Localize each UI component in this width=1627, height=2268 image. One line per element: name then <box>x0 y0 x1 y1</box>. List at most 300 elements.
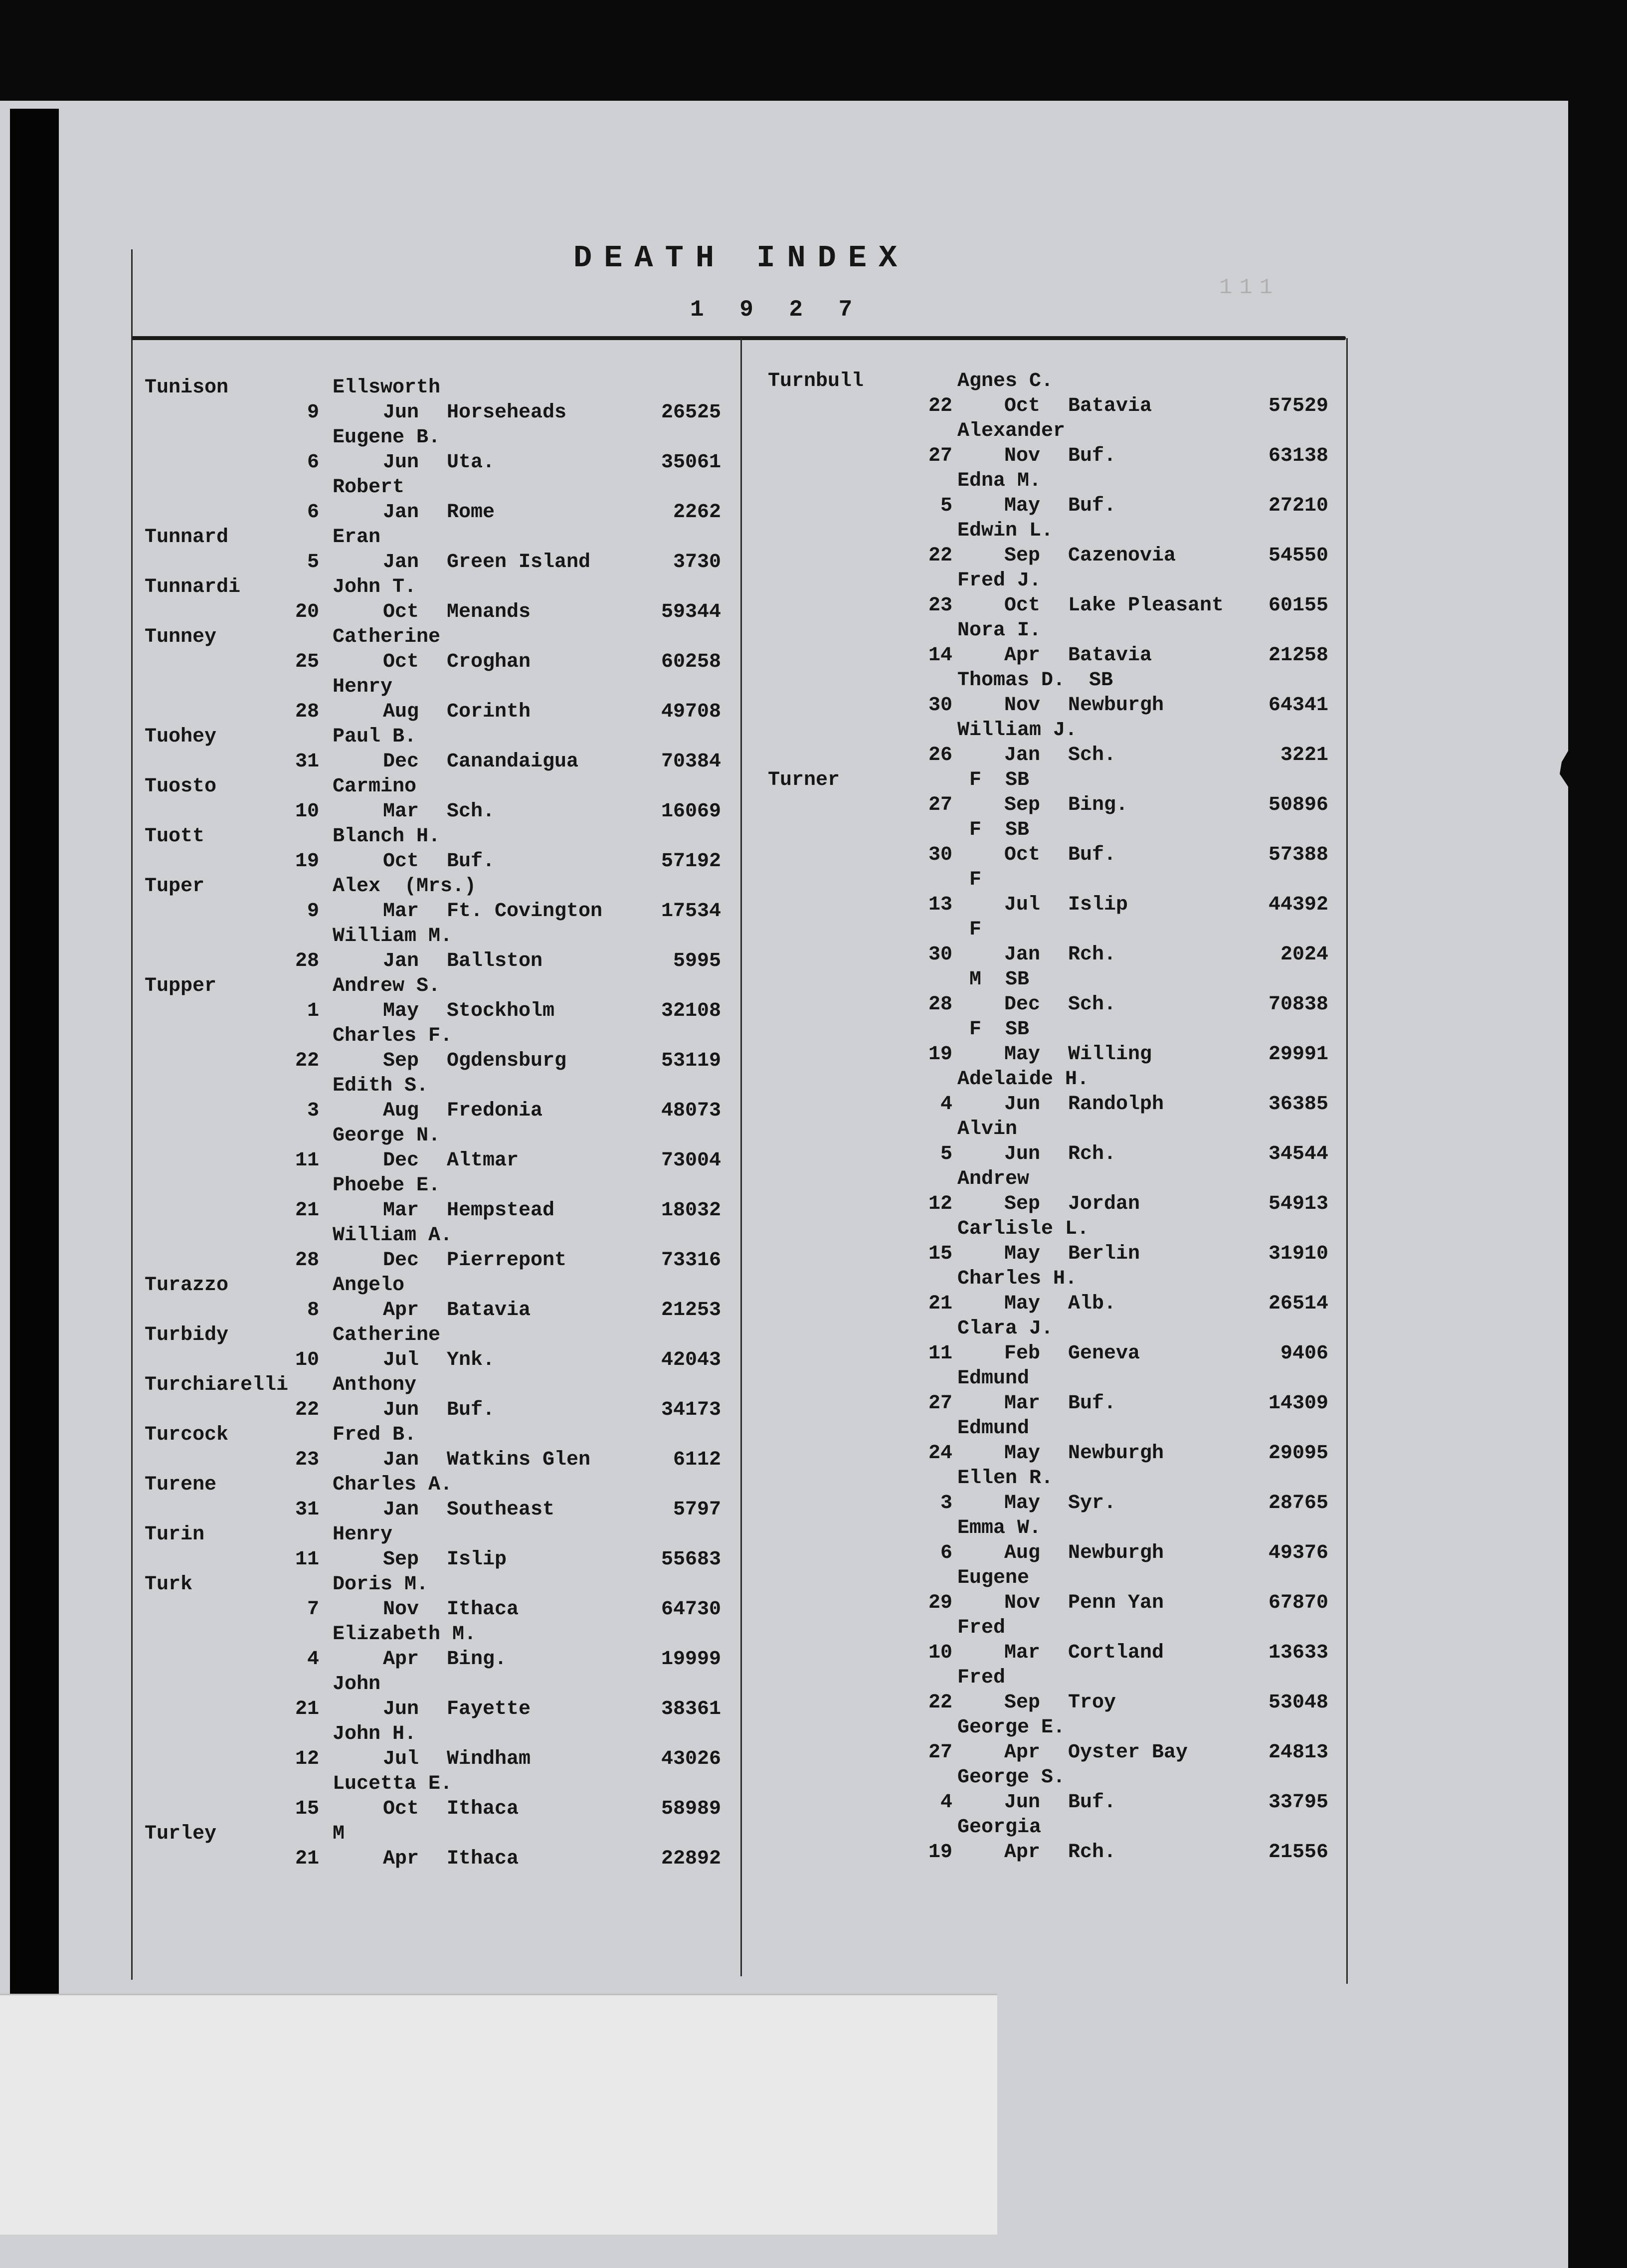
death-month: Mar <box>1004 1642 1041 1664</box>
index-entry-name-line <box>768 818 1366 843</box>
given-name: Clara J. <box>957 1318 1054 1340</box>
index-entry-name-line <box>145 1722 743 1747</box>
death-place: Rome <box>447 501 495 524</box>
index-entry-detail-line <box>768 544 1366 568</box>
death-place: Horseheads <box>447 401 567 424</box>
given-name: George S. <box>957 1766 1066 1789</box>
given-name: Edwin L. <box>957 520 1054 542</box>
surname: Turchiarelli <box>145 1374 289 1396</box>
given-name: Paul B. <box>333 726 417 748</box>
given-name: Ellsworth <box>333 377 441 399</box>
given-name: Edmund <box>957 1417 1030 1440</box>
certificate-number: 59344 <box>661 601 721 623</box>
index-entry-detail-line <box>145 550 743 575</box>
index-entry-name-line <box>768 768 1366 793</box>
death-day: 28 <box>295 701 319 723</box>
given-name: Eugene B. <box>333 426 441 449</box>
death-month: May <box>1004 1293 1041 1315</box>
death-month: Feb <box>1004 1342 1041 1365</box>
death-place: Willing <box>1068 1043 1152 1066</box>
death-place: Corinth <box>447 701 531 723</box>
certificate-number: 16069 <box>661 800 721 823</box>
given-name: M <box>333 1823 345 1845</box>
death-day: 10 <box>295 800 319 823</box>
death-place: Uta. <box>447 451 495 474</box>
death-day: 21 <box>295 1199 319 1222</box>
given-name: F <box>957 919 982 941</box>
surname: Tunnard <box>145 526 229 549</box>
index-entry-name-line <box>145 625 743 650</box>
index-entry-detail-line <box>145 849 743 874</box>
index-entry-detail-line <box>768 1242 1366 1267</box>
index-entry-detail-line <box>145 999 743 1024</box>
death-place: Randolph <box>1068 1093 1164 1116</box>
surname: Turk <box>145 1573 193 1596</box>
index-entry-detail-line <box>145 1398 743 1423</box>
certificate-number: 19999 <box>661 1648 721 1671</box>
death-place: Newburgh <box>1068 694 1164 717</box>
page-title-text: DEATH INDEX <box>573 240 909 276</box>
index-entry-name-line <box>768 668 1366 693</box>
certificate-number: 63138 <box>1268 445 1328 467</box>
given-name: Andrew S. <box>333 975 441 997</box>
death-day: 9 <box>307 900 319 923</box>
given-name: Phoebe E. <box>333 1174 441 1197</box>
certificate-number: 49708 <box>661 701 721 723</box>
index-entry-detail-line <box>768 1341 1366 1366</box>
death-day: 6 <box>307 501 319 524</box>
surname: Turazzo <box>145 1274 229 1297</box>
index-entry-name-line <box>768 718 1366 743</box>
death-month: Sep <box>383 1548 419 1571</box>
death-month: Oct <box>383 850 419 873</box>
death-place: Batavia <box>447 1299 531 1322</box>
certificate-number: 53048 <box>1268 1692 1328 1714</box>
death-place: Hempstead <box>447 1199 555 1222</box>
index-entry-name-line <box>768 419 1366 444</box>
death-place: Ft. Covington <box>447 900 603 923</box>
scan-border-bar <box>10 109 59 1994</box>
death-day: 28 <box>295 950 319 972</box>
page-title <box>573 240 932 276</box>
index-entry-detail-line <box>768 1691 1366 1715</box>
index-entry-name-line <box>145 1124 743 1148</box>
index-entry-detail-line <box>768 693 1366 718</box>
certificate-number: 58989 <box>661 1798 721 1820</box>
surname: Tunnardi <box>145 576 241 598</box>
index-entry-name-line <box>145 575 743 600</box>
death-place: Stockholm <box>447 1000 555 1022</box>
surname: Turley <box>145 1823 217 1845</box>
certificate-number: 2024 <box>1280 944 1328 966</box>
death-day: 5 <box>307 551 319 573</box>
death-month: Jan <box>383 950 419 972</box>
index-entry-name-line <box>145 1672 743 1697</box>
death-month: Oct <box>1004 844 1041 866</box>
death-month: Jun <box>1004 1143 1041 1165</box>
given-name: Carlisle L. <box>957 1218 1089 1240</box>
page-mark: 111 <box>1219 275 1280 300</box>
death-day: 22 <box>928 545 952 567</box>
index-entry-name-line <box>145 1473 743 1498</box>
index-entry-detail-line <box>768 1042 1366 1067</box>
death-place: Pierrepont <box>447 1249 567 1272</box>
index-entry-name-line <box>145 774 743 799</box>
given-name: John H. <box>333 1723 417 1745</box>
death-place: Berlin <box>1068 1243 1140 1265</box>
index-entry-detail-line <box>768 494 1366 519</box>
death-place: Newburgh <box>1068 1442 1164 1465</box>
death-place: Cortland <box>1068 1642 1164 1664</box>
death-day: 30 <box>928 944 952 966</box>
index-entry-detail-line <box>145 450 743 475</box>
given-name: Alex (Mrs.) <box>333 875 477 898</box>
death-day: 30 <box>928 844 952 866</box>
death-day: 27 <box>928 1392 952 1415</box>
index-entry-detail-line <box>145 1697 743 1722</box>
surname: Tunney <box>145 626 217 648</box>
index-entry-detail-line <box>145 750 743 774</box>
certificate-number: 48073 <box>661 1100 721 1122</box>
death-day: 22 <box>295 1050 319 1072</box>
index-entry-detail-line <box>145 899 743 924</box>
certificate-number: 43026 <box>661 1748 721 1770</box>
death-day: 9 <box>307 401 319 424</box>
given-name: Catherine <box>333 626 441 648</box>
death-day: 20 <box>295 601 319 623</box>
given-name: Robert <box>333 476 405 499</box>
death-place: Croghan <box>447 651 531 673</box>
death-place: Fayette <box>447 1698 531 1720</box>
death-month: Jul <box>383 1349 419 1371</box>
certificate-number: 73004 <box>661 1149 721 1172</box>
certificate-number: 31910 <box>1268 1243 1328 1265</box>
death-day: 8 <box>307 1299 319 1322</box>
given-name: Angelo <box>333 1274 405 1297</box>
given-name: Lucetta E. <box>333 1773 453 1795</box>
death-day: 3 <box>940 1492 952 1514</box>
death-place: Canandaigua <box>447 751 579 773</box>
index-entry-name-line <box>768 967 1366 992</box>
given-name: Henry <box>333 1523 393 1546</box>
death-place: Oyster Bay <box>1068 1741 1188 1764</box>
index-entry-name-line <box>768 568 1366 593</box>
death-place: Islip <box>1068 894 1128 916</box>
given-name: John T. <box>333 576 417 598</box>
death-place: Troy <box>1068 1692 1116 1714</box>
index-entry-name-line <box>768 1317 1366 1341</box>
death-place: Sch. <box>447 800 495 823</box>
given-name: Doris M. <box>333 1573 429 1596</box>
certificate-number: 36385 <box>1268 1093 1328 1116</box>
index-entry-name-line <box>145 1173 743 1198</box>
death-place: Watkins Glen <box>447 1449 591 1471</box>
index-entry-detail-line <box>145 1049 743 1074</box>
certificate-number: 34173 <box>661 1399 721 1421</box>
death-day: 12 <box>928 1193 952 1215</box>
index-entry-detail-line <box>145 700 743 725</box>
index-entry-name-line <box>145 1323 743 1348</box>
death-day: 27 <box>928 1741 952 1764</box>
index-entry-name-line <box>768 1017 1366 1042</box>
certificate-number: 73316 <box>661 1249 721 1272</box>
death-place: Buf. <box>447 850 495 873</box>
death-place: Bing. <box>447 1648 507 1671</box>
index-entry-name-line <box>145 974 743 999</box>
index-entry-detail-line <box>768 643 1366 668</box>
death-month: Nov <box>1004 694 1041 717</box>
index-entry-name-line <box>145 1423 743 1448</box>
index-entry-name-line <box>768 1666 1366 1691</box>
certificate-number: 13633 <box>1268 1642 1328 1664</box>
death-day: 26 <box>928 744 952 766</box>
index-entry-name-line <box>768 1815 1366 1840</box>
surname: Tuott <box>145 825 205 848</box>
given-name: Fred J. <box>957 569 1042 592</box>
index-entry-name-line <box>145 1373 743 1398</box>
certificate-number: 50896 <box>1268 794 1328 816</box>
death-month: Jan <box>383 551 419 573</box>
index-entry-name-line <box>145 1822 743 1847</box>
death-day: 6 <box>307 451 319 474</box>
given-name: Elizabeth M. <box>333 1623 477 1646</box>
death-month: May <box>1004 1492 1041 1514</box>
index-entry-detail-line <box>145 1847 743 1872</box>
death-month: Oct <box>1004 395 1041 417</box>
death-month: Jun <box>383 1399 419 1421</box>
death-place: Batavia <box>1068 395 1152 417</box>
death-month: Apr <box>383 1848 419 1870</box>
certificate-number: 42043 <box>661 1349 721 1371</box>
index-entry-name-line <box>145 376 743 400</box>
death-day: 11 <box>295 1548 319 1571</box>
given-name: F <box>957 869 982 891</box>
surname: Tuohey <box>145 726 217 748</box>
death-month: Nov <box>1004 445 1041 467</box>
surname: Turene <box>145 1474 217 1496</box>
death-month: Jul <box>1004 894 1041 916</box>
index-entry-detail-line <box>768 1092 1366 1117</box>
index-entry-name-line <box>145 1572 743 1597</box>
death-month: Jan <box>383 1449 419 1471</box>
death-place: Buf. <box>1068 1392 1116 1415</box>
index-entry-detail-line <box>768 743 1366 768</box>
certificate-number: 17534 <box>661 900 721 923</box>
death-place: Rch. <box>1068 944 1116 966</box>
death-place: Ogdensburg <box>447 1050 567 1072</box>
given-name: Henry <box>333 676 393 698</box>
death-day: 19 <box>928 1043 952 1066</box>
death-place: Ballston <box>447 950 543 972</box>
death-place: Syr. <box>1068 1492 1116 1514</box>
death-month: Jan <box>383 501 419 524</box>
death-place: Ithaca <box>447 1798 519 1820</box>
certificate-number: 5995 <box>673 950 721 972</box>
given-name: Adelaide H. <box>957 1068 1089 1091</box>
index-entry-name-line <box>768 1616 1366 1641</box>
surname: Turin <box>145 1523 205 1546</box>
death-month: Mar <box>1004 1392 1041 1415</box>
certificate-number: 32108 <box>661 1000 721 1022</box>
index-entry-name-line <box>145 874 743 899</box>
index-entry-detail-line <box>768 444 1366 469</box>
left-column <box>145 376 743 1872</box>
death-month: Jun <box>383 401 419 424</box>
death-day: 1 <box>307 1000 319 1022</box>
death-day: 12 <box>295 1748 319 1770</box>
index-entry-name-line <box>768 918 1366 943</box>
index-entry-name-line <box>145 1622 743 1647</box>
death-place: Alb. <box>1068 1293 1116 1315</box>
index-entry-detail-line <box>768 893 1366 918</box>
death-day: 4 <box>940 1093 952 1116</box>
given-name: Agnes C. <box>957 370 1054 392</box>
death-day: 23 <box>295 1449 319 1471</box>
death-place: Buf. <box>1068 844 1116 866</box>
death-month: Oct <box>1004 594 1041 617</box>
death-place: Islip <box>447 1548 507 1571</box>
index-entry-detail-line <box>768 1441 1366 1466</box>
death-place: Lake Pleasant <box>1068 594 1224 617</box>
death-place: Batavia <box>1068 644 1152 667</box>
index-entry-name-line <box>768 1715 1366 1740</box>
given-name: Edna M. <box>957 470 1042 492</box>
death-place: Penn Yan <box>1068 1592 1164 1614</box>
death-place: Sch. <box>1068 993 1116 1016</box>
death-month: Oct <box>383 601 419 623</box>
death-place: Ynk. <box>447 1349 495 1371</box>
certificate-number: 22892 <box>661 1848 721 1870</box>
death-place: Newburgh <box>1068 1542 1164 1564</box>
surname: Tupper <box>145 975 217 997</box>
index-entry-name-line <box>145 525 743 550</box>
certificate-number: 38361 <box>661 1698 721 1720</box>
certificate-number: 64730 <box>661 1598 721 1621</box>
death-day: 21 <box>295 1698 319 1720</box>
surname: Turbidy <box>145 1324 229 1346</box>
death-day: 5 <box>940 495 952 517</box>
given-name: William M. <box>333 925 453 947</box>
given-name: F SB <box>957 819 1030 841</box>
certificate-number: 3221 <box>1280 744 1328 766</box>
index-entry-detail-line <box>768 1591 1366 1616</box>
index-entry-name-line <box>145 1273 743 1298</box>
death-month: May <box>1004 1442 1041 1465</box>
certificate-number: 54913 <box>1268 1193 1328 1215</box>
surname: Turnbull <box>768 370 864 392</box>
index-entry-detail-line <box>768 1391 1366 1416</box>
death-month: Nov <box>383 1598 419 1621</box>
certificate-number: 5797 <box>673 1499 721 1521</box>
death-day: 19 <box>928 1841 952 1864</box>
death-month: Jun <box>1004 1093 1041 1116</box>
given-name: Anthony <box>333 1374 417 1396</box>
given-name: Ellen R. <box>957 1467 1054 1490</box>
index-entry-name-line <box>768 469 1366 494</box>
death-place: Rch. <box>1068 1841 1116 1864</box>
death-month: Sep <box>1004 545 1041 567</box>
given-name: George N. <box>333 1125 441 1147</box>
index-entry-detail-line <box>768 1790 1366 1815</box>
given-name: Charles A. <box>333 1474 453 1496</box>
death-month: Aug <box>383 1100 419 1122</box>
death-place: Altmar <box>447 1149 519 1172</box>
certificate-number: 67870 <box>1268 1592 1328 1614</box>
surname: Turcock <box>145 1424 229 1446</box>
death-day: 6 <box>940 1542 952 1564</box>
index-entry-detail-line <box>145 650 743 675</box>
death-month: Oct <box>383 1798 419 1820</box>
certificate-number: 3730 <box>673 551 721 573</box>
certificate-number: 70838 <box>1268 993 1328 1016</box>
death-month: Apr <box>383 1648 419 1671</box>
death-place: Southeast <box>447 1499 555 1521</box>
index-entry-detail-line <box>145 600 743 625</box>
death-month: Mar <box>383 800 419 823</box>
death-place: Buf. <box>1068 445 1116 467</box>
certificate-number: 54550 <box>1268 545 1328 567</box>
death-day: 21 <box>295 1848 319 1870</box>
given-name: Eran <box>333 526 381 549</box>
index-entry-name-line <box>768 1416 1366 1441</box>
index-entry-detail-line <box>768 1491 1366 1516</box>
death-day: 29 <box>928 1592 952 1614</box>
index-entry-detail-line <box>768 1292 1366 1317</box>
death-day: 7 <box>307 1598 319 1621</box>
certificate-number: 55683 <box>661 1548 721 1571</box>
index-entry-name-line <box>145 1024 743 1049</box>
death-month: Nov <box>1004 1592 1041 1614</box>
right-column <box>768 369 1366 1865</box>
surname: Tuper <box>145 875 205 898</box>
index-entry-detail-line <box>145 1148 743 1173</box>
death-day: 28 <box>928 993 952 1016</box>
certificate-number: 57388 <box>1268 844 1328 866</box>
certificate-number: 21253 <box>661 1299 721 1322</box>
certificate-number: 26514 <box>1268 1293 1328 1315</box>
death-place: Windham <box>447 1748 531 1770</box>
index-entry-detail-line <box>768 1641 1366 1666</box>
index-entry-detail-line <box>145 1547 743 1572</box>
index-entry-name-line <box>145 924 743 949</box>
death-place: Buf. <box>1068 495 1116 517</box>
index-entry-name-line <box>768 1217 1366 1242</box>
given-name: Carmino <box>333 775 417 798</box>
death-place: Jordan <box>1068 1193 1140 1215</box>
death-day: 10 <box>295 1349 319 1371</box>
death-day: 22 <box>928 1692 952 1714</box>
death-day: 15 <box>295 1798 319 1820</box>
death-month: Aug <box>1004 1542 1041 1564</box>
index-entry-detail-line <box>145 1597 743 1622</box>
death-day: 24 <box>928 1442 952 1465</box>
certificate-number: 60155 <box>1268 594 1328 617</box>
index-entry-name-line <box>768 1516 1366 1541</box>
death-day: 14 <box>928 644 952 667</box>
index-entry-name-line <box>145 475 743 500</box>
header-rule <box>131 336 1346 340</box>
index-entry-detail-line <box>768 1541 1366 1566</box>
index-entry-name-line <box>768 1067 1366 1092</box>
index-entry-detail-line <box>145 799 743 824</box>
death-day: 15 <box>928 1243 952 1265</box>
certificate-number: 34544 <box>1268 1143 1328 1165</box>
index-entry-detail-line <box>768 394 1366 419</box>
certificate-number: 44392 <box>1268 894 1328 916</box>
certificate-number: 21258 <box>1268 644 1328 667</box>
death-month: Jan <box>1004 744 1041 766</box>
index-entry-detail-line <box>145 949 743 974</box>
